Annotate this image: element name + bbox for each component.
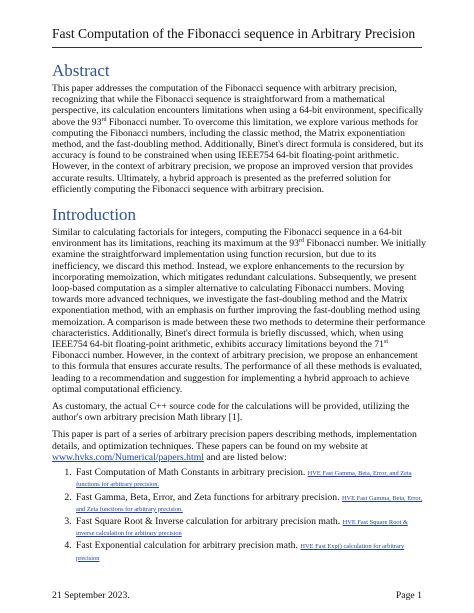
paper-link[interactable]: HVE Fast Exp() calculation for arbitrary precision [76,543,405,562]
page-number: Page 1 [395,590,422,601]
running-header: Fast Computation of the Fibonacci sequence in Arbitrary Precision [52,26,416,41]
abstract-text: This paper addresses the computation of the Fibonacci sequence with arbitrary precision, recognizing that while the Fibonacci sequence is straightforward from a mathematical perspective, its calculation encounters limitations when using a 64-bit environment, specifically above the 93rd Fibonacci number. To overcome this limitation, we explore various methods for computing the Fibonacci numbers, including the classic method, the Matrix exponentiation method, and the fast-doubling method. Additionally, Binet's direct formula is considered, but its accuracy is found to be constrained when using IEEE754 64-bit floating-point arithmetic. However, in the context of arbitrary precision, we propose an improved version that provides accurate results. Ultimately, a hybrid approach is presented as the preferred solution for efficiently computing the Fibonacci sequence with arbitrary precision. [52,83,424,195]
page-footer [52,590,422,601]
intro-paragraph-1: Similar to calculating factorials for integers, computing the Fibonacci sequence in a 64-bit environment has its limitations, reaching its maximum at the 93rd Fibonacci number. We initially examine the straightforward implementation using function recursion, but due to its inefficiency, we discard this method. Instead, we explore enhancements to the recursion by incorporating memoization, which mitigates redundant calculations. Subsequently, we present loop-based computation as a simpler alternative to calculating Fibonacci numbers. Moving towards more advanced techniques, we investigate the fast-doubling method and the Matrix exponentiation method, with an emphasis on further improving the fast-doubling method using memoization. A comparison is made between these two methods to determine their performance characteristics. Additionally, Binet's direct formula is briefly discussed, which, when using IEEE754 64-bit floating-point arithmetic, exhibits accuracy limitations beyond the 71st Fibonacci number. However, in the context of arbitrary precision, we propose an enhancement to this formula that ensures accurate results. The performance of all these methods is evaluated, leading to a recommendation and suggestion for implementing a hybrid approach to achieve optimal computational efficiency. [52,227,426,395]
list-item: 2. Fast Gamma, Beta, Error, and Zeta functions for arbitrary precision. HVE Fast Gamma, Beta, Error, and Zeta functions for arbitrary precision. [74,492,426,514]
paper-link[interactable]: HVE Fast Gamma, Beta, Error, and Zeta functions for arbitrary precision. [76,494,423,513]
papers-list [52,467,426,563]
list-item: 1. Fast Computation of Math Constants in arbitrary precision. HVE Fast Gamma, Beta, Error, and Zeta functions for arbitrary precision. [74,467,426,489]
footer-date: 21 September 2023. [52,590,130,601]
list-item: 4. Fast Exponential calculation for arbitrary precision math. HVE Fast Exp() calculation for arbitrary precision [74,540,426,562]
header-rule [52,47,422,48]
intro-paragraph-2: As customary, the actual C++ source code for the calculations will be provided, utilizing the author's own arbitrary precision Math library [1]. [52,401,410,424]
papers-link[interactable]: www.hvks.com/Numerical/papers.html [52,451,204,463]
paper-link[interactable]: HVE Fast Gamma, Beta, Error, and Zeta functions for arbitrary precision. [76,470,412,489]
introduction-heading: Introduction [52,205,137,225]
paper-link[interactable]: HVE Fast Square Root & inverse calculation for arbitrary precision [76,518,408,538]
page-content [52,61,426,565]
abstract-heading: Abstract [52,61,110,80]
list-item: 3. Fast Square Root & Inverse calculation for arbitrary precision math. HVE Fast Square Root & inverse calculation for arbitrary precision [74,516,426,538]
intro-paragraph-3: This paper is part of a series of arbitrary precision papers describing methods, implementation details, and optimization techniques. These papers can be found on my website at www.hvks.com/Numerical/papers.html and are listed below: [52,429,417,463]
